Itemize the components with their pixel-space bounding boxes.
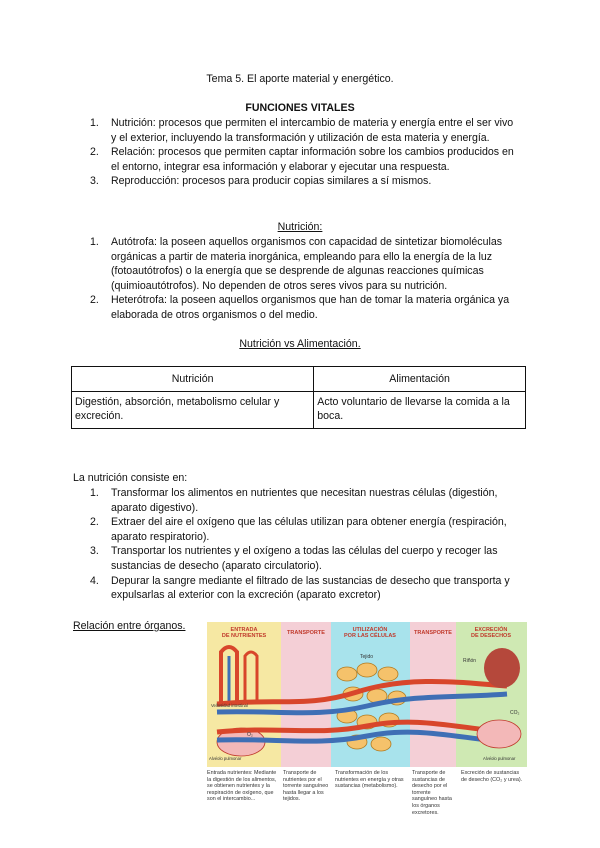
caption-entrada: Entrada nutrientes: Mediante la digestión de los alimentos, se obtienen nutrientes y la respiración de oxígeno, que son el intercambio...: [207, 770, 277, 803]
page-title: Tema 5. El aporte material y energético.: [206, 73, 394, 85]
col-title-entrada-2: DE NUTRIENTES: [221, 633, 267, 639]
alveolus-right: [477, 720, 521, 748]
list-item: 3. Reproducción: procesos para producir copias similares a sí mismos.: [90, 175, 432, 188]
cell-nutricion: Digestión, absorción, metabolismo celular y excreción.: [72, 392, 314, 429]
caption-transporte-1: Transporte de nutrientes por el torrente sanguíneo hasta llegar a los tejidos.: [283, 770, 329, 803]
caption-excrecion: Excreción de sustancias de desecho (CO₂ y urea).: [461, 770, 523, 783]
label-alveolo-right: Alvéolo pulmonar: [483, 756, 516, 761]
list-item: 1. Nutrición: procesos que permiten el intercambio de materia y energía entre el ser vivo y el exterior, incluyendo la transformación y utilización de esta materia y energía.: [90, 117, 514, 144]
vs-heading: Nutrición vs Alimentación.: [239, 338, 361, 350]
col-title-entrada-1: ENTRADA: [230, 627, 258, 633]
list-item: 3. Transportar los nutrientes y el oxígeno a todas las células del cuerpo y recoger las sustancias de desecho (aparato circulatorio).: [90, 545, 498, 572]
label-tejido: Tejido: [360, 654, 374, 660]
consiste-list: [90, 486, 530, 603]
list-item: 4. Depurar la sangre mediante el filtrado de las sustancias de desecho que transporta y expulsarlas al exterior con la excreción (aparato excretor): [90, 574, 510, 602]
col-header-nutricion: Nutrición: [72, 367, 314, 392]
list-item: 2. Relación: procesos que permiten captar información sobre los cambios producidos en el entorno, integrar esa información y elaborar y ejecutar una respuesta.: [90, 146, 514, 173]
organ-diagram: [207, 622, 527, 767]
label-co2: CO₂: [510, 710, 520, 716]
caption-utilizacion: Transformación de los nutrientes en energía y otras sustancias (metabolismo).: [335, 770, 404, 790]
col-title-transporte-2: TRANSPORTE: [414, 630, 452, 636]
cell-alimentacion: Acto voluntario de llevarse la comida a la boca.: [314, 392, 526, 429]
consiste-intro: La nutrición consiste en:: [73, 472, 188, 484]
kidney: [484, 648, 520, 688]
label-vellosidad: Vellosidad intestinal: [211, 703, 248, 708]
nutricion-heading: Nutrición:: [277, 221, 323, 233]
label-rinon: Riñón: [463, 658, 477, 664]
panel-transporte-1: [281, 622, 331, 767]
col-title-utilizacion-1: UTILIZACIÓN: [352, 627, 388, 633]
label-alveolo-left: Alvéolo pulmonar: [209, 756, 242, 761]
col-title-excrecion-2: DE DESECHOS: [470, 633, 512, 639]
list-item: 1. Transformar los alimentos en nutrientes que necesitan nuestras células (digestión, aparato digestivo).: [90, 487, 498, 514]
col-title-excrecion-1: EXCRECIÓN: [474, 627, 508, 633]
col-header-alimentacion: Alimentación: [314, 367, 526, 392]
funciones-list: [90, 116, 515, 189]
label-o2: O₂: [247, 732, 253, 738]
list-item: 2. Extraer del aire el oxígeno que las células utilizan para obtener energía (respiración, aparato respiratorio).: [90, 516, 507, 543]
nutricion-list: [90, 235, 518, 323]
organ-relation-figure: [207, 622, 527, 822]
col-title-transporte-1: TRANSPORTE: [287, 630, 325, 636]
list-item: 2. Heterótrofa: la poseen aquellos organismos que han de tomar la materia orgánica ya elaborada de otros organismos o del medio.: [90, 294, 510, 321]
col-title-utilizacion-2: POR LAS CÉLULAS: [344, 633, 396, 639]
funciones-heading: FUNCIONES VITALES: [245, 102, 355, 114]
nutricion-vs-alimentacion-table: [71, 366, 526, 429]
caption-transporte-2: Transporte de sustancias de desecho por el torrente sanguíneo hasta los órganos excretores.: [412, 770, 452, 816]
list-item: 1. Autótrofa: la poseen aquellos organismos con capacidad de sintetizar biomoléculas orgánicas a partir de materia inorgánica, empleando para ello la energía de la luz (fotoautótrofos) o la energía que se desprende de algunas reacciones químicas (quimioautótrofos). No dependen de otros seres vivos para su nutrición.: [90, 236, 503, 292]
relacion-heading: Relación entre órganos.: [73, 620, 186, 632]
